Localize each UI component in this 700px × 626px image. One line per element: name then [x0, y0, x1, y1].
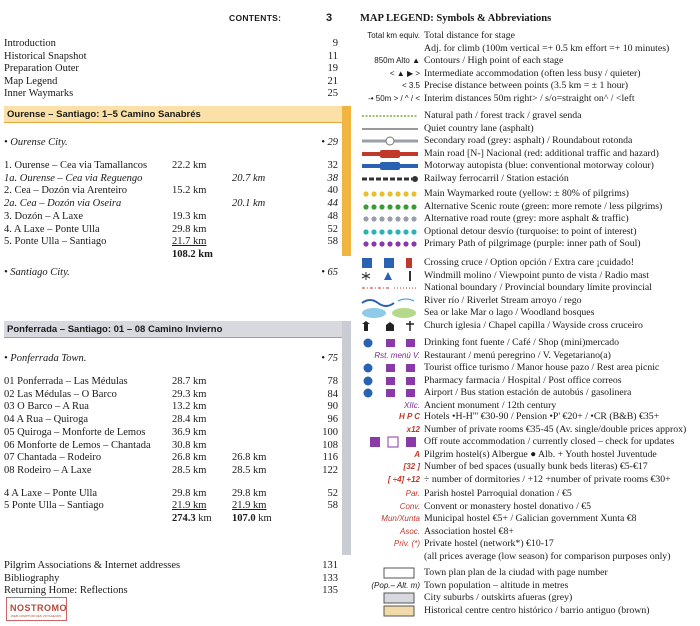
legend-symbol-text: 850m Alto ▲ — [374, 56, 420, 65]
legend-symbol — [360, 110, 422, 123]
legend-text: Interim distances 50m right> / s/o=straight on^ / <left — [424, 92, 635, 104]
toc-label: Bibliography — [4, 572, 60, 584]
stage-name: 08 Rodeiro – A Laxe — [4, 464, 92, 476]
stage-name: 1. Ourense – Cea via Tamallancos — [4, 160, 148, 171]
legend-symbol-text: < ▲ ▶ > — [389, 68, 420, 78]
legend-symbol-text: Asoc. — [399, 526, 420, 536]
line-symbol — [360, 188, 420, 200]
line-symbol — [360, 201, 420, 213]
line-symbol — [360, 148, 420, 160]
line-symbol — [360, 110, 420, 122]
toc-page: 21 — [327, 75, 338, 87]
legend-row — [360, 226, 698, 239]
legend-text: Motorway autopista (blue: conventional motorway colour) — [424, 160, 654, 171]
section-title: Ponferrada – Santiago: 01 – 08 Camino Invierno — [7, 324, 223, 335]
city-page: • 75 — [321, 353, 338, 364]
legend-row — [360, 30, 698, 43]
city-page: • 65 — [321, 267, 338, 278]
legend-row — [360, 55, 698, 68]
line-symbol — [360, 282, 420, 294]
legend-row — [360, 257, 698, 270]
legend-symbol — [360, 592, 422, 605]
legend-symbol — [360, 474, 422, 487]
legend-symbol — [360, 257, 422, 270]
toc-label: Preparation Outer — [4, 63, 79, 74]
stage-page: 90 — [327, 401, 338, 413]
legend-symbol — [360, 461, 422, 474]
legend-text: Adj. for climb (100m vertical =+ 0.5 km effort =+ 10 minutes) — [424, 42, 670, 54]
legend-row — [360, 538, 698, 551]
stage-name: 4. A Laxe – Ponte Ulla — [4, 223, 100, 235]
legend-row — [360, 188, 698, 201]
legend-row — [360, 213, 698, 226]
stage-km: 28.4 km — [172, 414, 207, 426]
line-symbol — [360, 123, 420, 135]
toc-entry — [4, 573, 338, 586]
stage-name: 4 A Laxe – Ponte Ulla — [4, 487, 98, 499]
city-label: • Ourense City. — [4, 137, 68, 148]
legend-symbol — [360, 526, 422, 539]
logo-tagline: WEB COMPTOIR DES VOYAGEURS — [11, 614, 62, 618]
legend-symbol-text: [32 ] — [403, 462, 420, 471]
stage-name: 5 Ponte Ulla – Santiago — [4, 500, 104, 512]
stage-page: 100 — [322, 426, 338, 438]
legend-symbol-text: H P C — [398, 412, 420, 421]
legend-symbol — [360, 567, 422, 580]
stage-page: 108 — [322, 439, 338, 451]
legend-text: Main road [N-] Nacional (red: additional traffic and hazard) — [424, 147, 659, 159]
legend-text: Alternative road route (grey: more asphalt & traffic) — [424, 213, 629, 224]
legend-row — [360, 580, 698, 593]
toc-entry — [4, 560, 338, 573]
legend-text: Ancient monument / 12th century — [424, 399, 557, 411]
legend-text: Crossing cruce / Option opción / Extra care ¡cuidado! — [424, 257, 635, 268]
line-symbol — [360, 605, 420, 617]
toc-label: Map Legend — [4, 75, 58, 87]
legend-symbol — [360, 213, 422, 226]
legend-symbol — [360, 55, 422, 68]
toc-page: 135 — [322, 585, 338, 596]
stage-km: 21.9 km — [172, 500, 207, 512]
stage-name: 1a. Ourense – Cea via Reguengo — [4, 172, 143, 184]
legend-symbol — [360, 580, 422, 593]
toc-label: Historical Snapshot — [4, 50, 87, 62]
city-label: • Ponferrada Town. — [4, 353, 87, 364]
legend-row — [360, 270, 698, 283]
legend-text: Number of bed spaces (usually bunk beds literas) €5-€17 — [424, 461, 648, 472]
legend-symbol — [360, 30, 422, 43]
stage-km: 28.7 km — [172, 376, 207, 387]
toc-page: 19 — [327, 63, 338, 74]
legend-row — [360, 201, 698, 214]
legend-text: Drinking font fuente / Café / Shop (mini)mercado — [424, 337, 620, 348]
legend-symbol — [360, 605, 422, 618]
legend-symbol-text: (Pop.– Alt. m) — [371, 580, 420, 590]
section-grey-bar — [342, 321, 351, 555]
legend-symbol-text: Par. — [405, 489, 420, 498]
stage-page: 52 — [327, 223, 338, 235]
stage-name: 03 O Barco – A Rua — [4, 401, 89, 413]
legend-symbol-text: -• 50m > / ^ / < — [368, 93, 420, 103]
legend-text: Number of private rooms €35-45 (Av. single/double prices approx) — [424, 423, 687, 435]
stage-km: 30.8 km — [172, 439, 207, 451]
line-symbol — [360, 320, 420, 332]
legend-symbol — [360, 201, 422, 214]
nostromo-logo — [6, 597, 67, 621]
legend-text: Primary Path of pilgrimage (purple: inner path of Soul) — [424, 238, 641, 249]
line-symbol — [360, 238, 420, 250]
legend-row — [360, 461, 698, 474]
stage-km: 36.9 km — [172, 426, 207, 438]
total-unit: km — [195, 513, 212, 524]
legend-symbol — [360, 436, 422, 449]
legend-symbol — [360, 68, 422, 81]
legend-symbol — [360, 375, 422, 388]
legend-text: ÷ number of dormitories / +12 +number of private rooms €30+ — [424, 473, 671, 485]
legend-text: Church iglesia / Chapel capilla / Wayside cross cruceiro — [424, 319, 643, 331]
legend-row — [360, 148, 698, 161]
legend-row — [360, 449, 698, 462]
toc-page: 11 — [327, 50, 338, 62]
legend-row — [360, 474, 698, 487]
line-symbol — [360, 160, 420, 172]
stage-name: 05 Quiroga – Monforte de Lemos — [4, 426, 146, 438]
legend-symbol — [360, 538, 422, 551]
line-symbol — [360, 226, 420, 238]
toc-label: Returning Home: Reflections — [4, 585, 128, 596]
stage-km: 19.3 km — [172, 210, 207, 222]
legend-column — [360, 0, 696, 626]
legend-text: Off route accommodation / currently closed – check for updates — [424, 436, 675, 447]
stage-page: 58 — [327, 236, 338, 248]
stage-km-alt: 28.5 km — [232, 464, 267, 476]
toc-entry — [4, 38, 338, 51]
legend-symbol — [360, 320, 422, 333]
legend-symbol — [360, 188, 422, 201]
toc-label: Pilgrim Associations & Internet addresses — [4, 560, 181, 571]
total-km: 108.2 km — [172, 248, 213, 260]
stage-page: 122 — [322, 464, 338, 476]
legend-row — [360, 123, 698, 136]
legend-symbol — [360, 238, 422, 251]
stage-km: 29.3 km — [172, 388, 207, 400]
legend-symbol — [360, 226, 422, 239]
legend-row — [360, 238, 698, 251]
legend-symbol — [360, 387, 422, 400]
line-symbol — [360, 213, 420, 225]
stage-name: 04 A Rua – Quiroga — [4, 414, 88, 426]
legend-row — [360, 295, 698, 308]
stage-km: 29.8 km — [172, 487, 207, 499]
legend-symbol — [360, 551, 422, 564]
stage-page: 38 — [327, 172, 338, 184]
stage-km-alt: 26.8 km — [232, 452, 267, 464]
section-title: Ourense – Santiago: 1–5 Camino Sanabrés — [7, 109, 201, 120]
legend-row — [360, 526, 698, 539]
legend-text: National boundary / Provincial boundary límite provincial — [424, 282, 652, 293]
total-km-alt — [232, 513, 272, 526]
legend-symbol-text: Conv. — [399, 501, 420, 511]
stage-name: 07 Chantada – Rodeiro — [4, 452, 102, 464]
legend-text: Alternative Scenic route (green: more remote / less pilgrims) — [424, 200, 663, 212]
legend-row — [360, 282, 698, 295]
stage-page: 96 — [327, 414, 338, 426]
toc-label: Inner Waymarks — [4, 88, 74, 99]
legend-symbol-text: Mun/Xunta — [381, 514, 420, 523]
legend-text: Sea or lake Mar o lago / Woodland bosques — [424, 307, 595, 318]
legend-symbol — [360, 411, 422, 424]
legend-symbol — [360, 295, 422, 308]
total-value: 274.3 — [172, 513, 196, 524]
legend-symbol — [360, 350, 422, 363]
legend-text: Quiet country lane (asphalt) — [424, 122, 534, 134]
legend-text: Natural path / forest track / gravel senda — [424, 110, 582, 121]
legend-text: Railway ferrocarril / Station estación — [424, 172, 569, 184]
total-unit: km — [255, 513, 272, 524]
stage-km: 29.8 km — [172, 223, 207, 235]
section-ponferrada-header — [4, 321, 350, 338]
legend-row — [360, 436, 698, 449]
legend-symbol — [360, 449, 422, 462]
stage-km: 15.2 km — [172, 185, 207, 197]
legend-symbol — [360, 270, 422, 283]
toc-entry — [4, 76, 338, 89]
logo-name: NOSTROMO — [10, 603, 67, 613]
line-symbol — [360, 387, 420, 399]
legend-text: Total distance for stage — [424, 30, 515, 41]
stage-page: 44 — [327, 198, 338, 210]
stage-name: 2. Cea – Dozón via Arenteiro — [4, 185, 128, 197]
stage-page: 48 — [327, 210, 338, 222]
legend-symbol-text: Rst. menú V. — [374, 350, 420, 360]
stage-km-alt: 21.9 km — [232, 500, 267, 512]
line-symbol — [360, 375, 420, 387]
legend-row — [360, 337, 698, 350]
contents-header: CONTENTS: — [229, 13, 282, 23]
line-symbol — [360, 567, 420, 579]
legend-symbol — [360, 160, 422, 173]
stage-km: 22.2 km — [172, 160, 207, 171]
legend-row — [360, 592, 698, 605]
line-symbol — [360, 270, 420, 282]
section-orange-bar — [342, 106, 351, 256]
stage-name: 01 Ponferrada – Las Médulas — [4, 376, 128, 387]
legend-symbol-text: XIIc. — [403, 400, 420, 410]
legend-text: Town plan plan de la ciudad with page number — [424, 567, 608, 578]
legend-row — [360, 551, 698, 564]
stage-km-alt: 20.1 km — [232, 198, 266, 210]
legend-text: City suburbs / outskirts afueras (grey) — [424, 592, 573, 603]
legend-symbol-text: x12 — [406, 424, 420, 434]
legend-text: Main Waymarked route (yellow: ± 80% of pilgrims) — [424, 188, 629, 199]
legend-row — [360, 605, 698, 618]
legend-text: (all prices average (low season) for comparison purposes only) — [424, 550, 671, 562]
legend-row — [360, 501, 698, 514]
stage-name: 5. Ponte Ulla – Santiago — [4, 236, 107, 248]
stage-km: 28.5 km — [172, 464, 207, 476]
legend-row — [360, 375, 698, 388]
legend-symbol — [360, 173, 422, 186]
city-label: • Santiago City. — [4, 267, 70, 278]
stage-page: 52 — [327, 487, 338, 499]
legend-row — [360, 567, 698, 580]
legend-row — [360, 350, 698, 363]
line-symbol — [360, 135, 420, 147]
city-page: • 29 — [321, 137, 338, 148]
page-number: 3 — [326, 12, 333, 24]
legend-text: Secondary road (grey: asphalt) / Roundabout rotonda — [424, 135, 633, 146]
toc-entry — [4, 88, 338, 101]
legend-text: Restaurant / menú peregrino / V. Vegetariano(a) — [424, 349, 611, 361]
legend-text: Private hostel (network*) €10-17 — [424, 538, 554, 549]
toc-entry — [4, 585, 338, 598]
legend-symbol-text: Total km equiv. — [367, 31, 420, 40]
legend-text: Contours / High point of each stage — [424, 55, 564, 66]
line-symbol — [360, 592, 420, 604]
stage-km: 26.8 km — [172, 452, 207, 464]
legend-symbol — [360, 307, 422, 320]
legend-text: Pharmacy farmacia / Hospital / Post office correos — [424, 374, 622, 386]
toc-entry — [4, 63, 338, 76]
legend-symbol — [360, 337, 422, 350]
legend-symbol — [360, 43, 422, 56]
stage-page: 40 — [327, 185, 338, 197]
legend-row — [360, 93, 698, 106]
legend-symbol — [360, 135, 422, 148]
stage-km: 21.7 km — [172, 236, 207, 248]
legend-row — [360, 320, 698, 333]
legend-text: Historical centre centro histórico / barrio antiguo (brown) — [424, 604, 650, 616]
legend-row — [360, 135, 698, 148]
toc-page: 25 — [327, 88, 338, 99]
contents-column — [4, 0, 340, 626]
legend-symbol — [360, 123, 422, 136]
legend-row — [360, 424, 698, 437]
legend-row — [360, 68, 698, 81]
legend-text: Municipal hostel €5+ / Galician government Xunta €8 — [424, 513, 637, 524]
legend-text: Intermediate accommodation (often less busy / quieter) — [424, 67, 641, 79]
stage-page: 78 — [327, 376, 338, 387]
legend-text: Optional detour desvío (turquoise: to point of interest) — [424, 225, 637, 237]
legend-row — [360, 173, 698, 186]
legend-symbol-text: Priv. (*) — [393, 539, 420, 548]
legend-text: Town population – altitude in metres — [424, 579, 569, 591]
legend-row — [360, 411, 698, 424]
toc-page: 133 — [322, 572, 338, 584]
legend-text: Airport / Bus station estación de autobús / gasolinera — [424, 387, 632, 398]
legend-text: Hotels •H-H''' €30-90 / Pension •P' €20+ / •CR (B&B) €35+ — [424, 411, 660, 422]
legend-row — [360, 160, 698, 173]
stage-name: 3. Dozón – A Laxe — [4, 210, 84, 222]
line-symbol — [360, 295, 420, 307]
stage-page: 116 — [322, 452, 338, 464]
toc-page: 9 — [332, 38, 338, 49]
legend-symbol — [360, 513, 422, 526]
legend-symbol — [360, 282, 422, 295]
toc-entry — [4, 51, 338, 64]
legend-symbol — [360, 80, 422, 93]
legend-symbol — [360, 148, 422, 161]
line-symbol — [360, 337, 420, 349]
stage-name: 06 Monforte de Lemos – Chantada — [4, 439, 151, 451]
section-ourense-header — [4, 106, 350, 123]
legend-text: Parish hostel Parroquial donation / €5 — [424, 488, 572, 499]
legend-text: Windmill molino / Viewpoint punto de vista / Radio mast — [424, 269, 649, 281]
line-symbol — [360, 307, 420, 319]
legend-text: Association hostel €8+ — [424, 525, 514, 537]
legend-symbol-text: A — [414, 449, 420, 459]
stage-name: 02 Las Médulas – O Barco — [4, 388, 117, 400]
legend-row — [360, 307, 698, 320]
legend-row — [360, 43, 698, 56]
legend-row — [360, 513, 698, 526]
stage-page: 32 — [327, 160, 338, 171]
legend-row — [360, 80, 698, 93]
legend-row — [360, 362, 698, 375]
stage-page: 58 — [327, 500, 338, 512]
line-symbol — [360, 173, 420, 185]
line-symbol — [360, 257, 420, 269]
legend-symbol — [360, 488, 422, 501]
legend-symbol-text: [ ÷4] +12 — [387, 474, 420, 484]
stage-km: 13.2 km — [172, 401, 207, 413]
legend-symbol-text: < 3.5 — [401, 81, 420, 90]
stage-page: 84 — [327, 388, 338, 400]
toc-label: Introduction — [4, 38, 56, 49]
stage-name: 2a. Cea – Dozón via Oseira — [4, 198, 122, 210]
legend-text: Convent or monastery hostel donativo / €5 — [424, 500, 592, 512]
legend-text: River río / Riverlet Stream arroyo / rego — [424, 294, 582, 306]
legend-symbol — [360, 424, 422, 437]
legend-row — [360, 387, 698, 400]
legend-row — [360, 488, 698, 501]
total-km — [172, 513, 212, 526]
legend-text: Tourist office turismo / Manor house pazo / Rest area picnic — [424, 362, 660, 373]
legend-symbol — [360, 362, 422, 375]
toc-page: 131 — [322, 560, 338, 571]
line-symbol — [360, 436, 420, 448]
legend-text: Precise distance between points (3.5 km = ± 1 hour) — [424, 80, 629, 91]
legend-title: MAP LEGEND: Symbols & Abbreviations — [360, 13, 552, 24]
stage-km-alt: 20.7 km — [232, 172, 266, 184]
legend-row — [360, 110, 698, 123]
legend-symbol — [360, 93, 422, 106]
stage-km-alt: 29.8 km — [232, 487, 267, 499]
line-symbol — [360, 362, 420, 374]
legend-text: Pilgrim hostel(s) Albergue ● Alb. + Youth hostel Juventude — [424, 448, 657, 460]
total-value: 107.0 — [232, 513, 256, 524]
legend-symbol — [360, 501, 422, 514]
